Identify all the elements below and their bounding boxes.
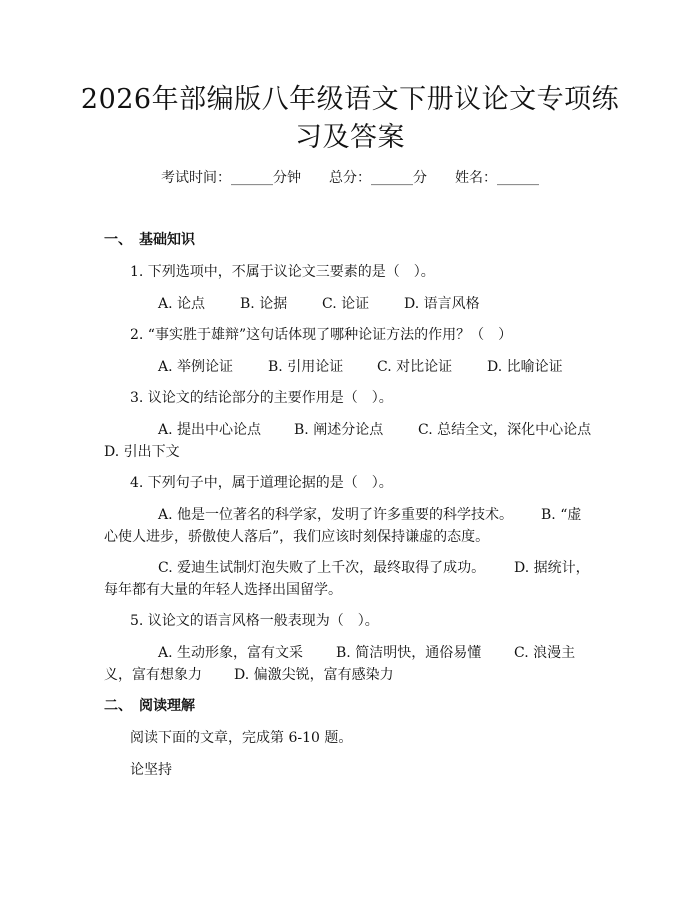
question-1-stem: 1. 下列选项中，不属于议论文三要素的是（ ）。 [130, 264, 435, 280]
article-title: 论坚持 [130, 762, 172, 778]
question-1-option-a: A. 论点 [158, 296, 206, 312]
section-heading-reading: 二、 阅读理解 [104, 698, 195, 714]
question-2-option-d: D. 比喻论证 [487, 359, 563, 375]
question-5-option-c-cont: 义，富有想象力 [104, 667, 202, 683]
reading-intro: 阅读下面的文章，完成第 6-10 题。 [130, 730, 353, 746]
question-5-option-c-start: C. 浪漫主 [514, 645, 576, 661]
question-1-option-d: D. 语言风格 [404, 296, 480, 312]
question-4-option-d-start: D. 据统计， [514, 560, 590, 576]
question-5-option-b: B. 简洁明快，通俗易懂 [336, 645, 482, 661]
question-4-option-a: A. 他是一位著名的科学家，发明了许多重要的科学技术。 [158, 507, 514, 523]
question-2-option-c: C. 对比论证 [377, 359, 453, 375]
question-5-option-d: D. 偏激尖锐，富有感染力 [234, 667, 394, 683]
question-5-option-a: A. 生动形象，富有文采 [158, 645, 304, 661]
exam-info: 考试时间：______分钟 总分：______分 姓名：______ [161, 170, 539, 186]
question-1-option-b: B. 论据 [240, 296, 288, 312]
question-3-stem: 3. 议论文的结论部分的主要作用是（ ）。 [130, 390, 393, 406]
document-title-line-2: 习及答案 [295, 122, 405, 153]
question-2-option-a: A. 举例论证 [158, 359, 234, 375]
question-2-stem: 2. “事实胜于雄辩”这句话体现了哪种论证方法的作用？（ ） [130, 327, 513, 343]
document-title-line-1: 2026年部编版八年级语文下册议论文专项练 [80, 84, 620, 115]
question-4-option-d-cont: 每年都有大量的年轻人选择出国留学。 [104, 582, 342, 598]
question-4-option-b-cont: 心使人进步，骄傲使人落后”，我们应该时刻保持谦虚的态度。 [104, 529, 490, 545]
question-5-stem: 5. 议论文的语言风格一般表现为（ ）。 [130, 613, 379, 629]
question-4-stem: 4. 下列句子中，属于道理论据的是（ ）。 [130, 475, 393, 491]
question-4-option-c: C. 爱迪生试制灯泡失败了上千次，最终取得了成功。 [158, 560, 486, 576]
question-4-option-b-start: B. “虚 [541, 507, 582, 523]
question-3-option-b: B. 阐述分论点 [294, 422, 384, 438]
question-1-option-c: C. 论证 [322, 296, 370, 312]
question-3-option-d: D. 引出下文 [104, 444, 180, 460]
question-2-option-b: B. 引用论证 [268, 359, 344, 375]
question-3-option-c: C. 总结全文，深化中心论点 [418, 422, 592, 438]
section-heading-basic-knowledge: 一、 基础知识 [104, 232, 195, 248]
question-3-option-a: A. 提出中心论点 [158, 422, 262, 438]
